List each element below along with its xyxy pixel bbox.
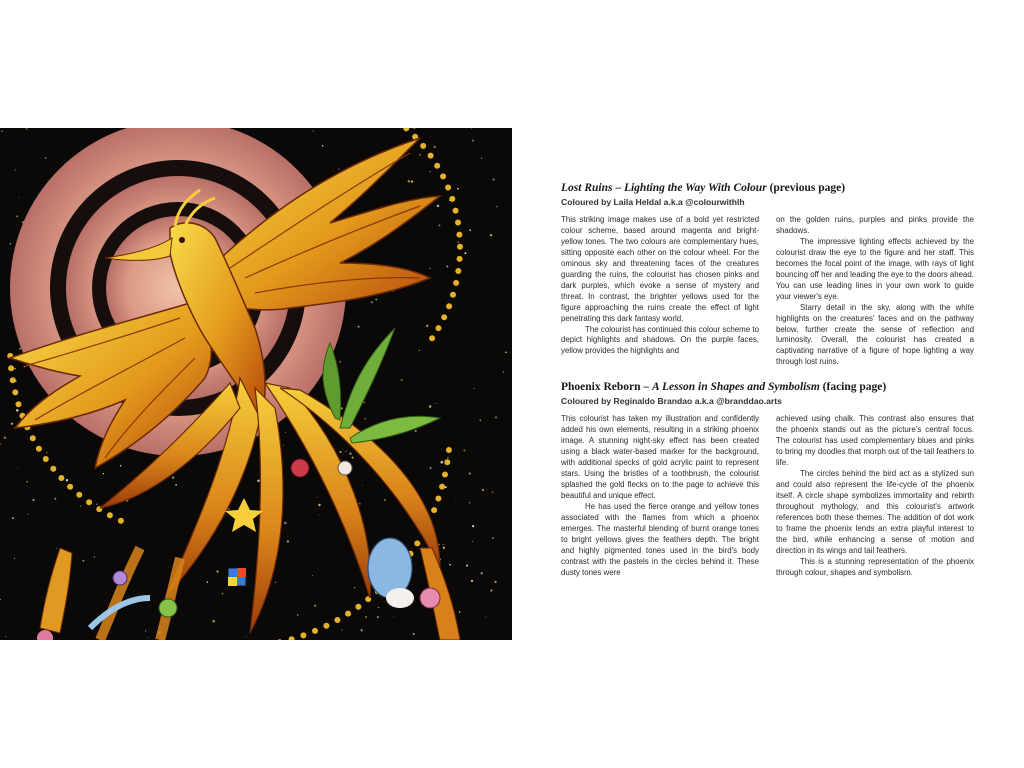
star-speck: [441, 461, 444, 464]
gold-dot: [403, 128, 409, 131]
gold-dot: [441, 314, 447, 320]
paragraph: This colourist has taken my illustration and confidently added his own elements, resulting in a striking phoenix image. A stunning night-sky effect has been created using a black water-based marker for the background, with additional specks of gold acrylic paint to represent stars. Using the bristles of a toothbrush, the colourist splashed the gold flecks on to the page to achieve this beautiful and unique effect.: [561, 414, 759, 501]
star-speck: [455, 501, 456, 502]
star-speck: [338, 168, 340, 170]
title-sub: Lighting the Way With Colour: [623, 182, 767, 194]
star-speck: [283, 445, 284, 446]
paragraph: The circles behind the bird act as a stylized sun and could also represent the life-cycle of the phoenix itself. A circle shape symbolizes immortality and rebirth throughout mythology, and this colourist's artwork references both these themes. The addition of dot work to frame the phoenix lends an extra playful interest to the bird, while enhancing a sense of motion and direction in its wings and tail feathers.: [776, 469, 974, 555]
gold-dot: [355, 604, 361, 610]
star-speck: [26, 481, 28, 483]
star-speck: [434, 146, 436, 148]
star-speck: [485, 616, 486, 617]
gold-dot: [439, 484, 445, 490]
star-speck: [326, 600, 327, 601]
star-speck: [436, 403, 437, 404]
star-speck: [175, 484, 177, 486]
star-speck: [339, 361, 341, 363]
star-speck: [145, 630, 146, 631]
title-main: Phoenix Reborn: [561, 381, 641, 394]
gold-dot: [86, 499, 92, 505]
title-note: (facing page): [819, 381, 887, 394]
star-speck: [430, 467, 432, 469]
star-speck: [341, 629, 342, 630]
gold-dot: [118, 518, 124, 524]
star-speck: [471, 128, 472, 129]
paragraph: This is a stunning representation of the phoenix through colour, shapes and symbolism.: [776, 556, 974, 577]
gold-dot: [345, 611, 351, 617]
star-speck: [505, 351, 507, 353]
phoenix-artwork: [0, 128, 512, 640]
gold-dot: [455, 220, 461, 226]
star-speck: [10, 243, 12, 245]
star-speck: [492, 178, 494, 180]
star-speck: [471, 580, 473, 582]
star-speck: [54, 498, 56, 500]
star-speck: [45, 157, 47, 159]
colourist-credit: Coloured by Reginaldo Brandao a.k.a @branddao.arts: [561, 396, 782, 407]
star-speck: [492, 491, 494, 493]
text-columns: [561, 414, 974, 578]
star-speck: [26, 128, 28, 130]
gold-dot: [457, 244, 463, 250]
star-speck: [322, 145, 324, 147]
star-speck: [413, 128, 415, 129]
star-speck: [349, 452, 351, 454]
star-speck: [494, 581, 496, 583]
gold-dot: [446, 447, 452, 453]
star-speck: [364, 418, 366, 420]
star-speck: [443, 544, 444, 545]
gold-dot: [449, 196, 455, 202]
paragraph: He has used the fierce orange and yellow tones associated with the flames from which a phoenix emerges. The masterful blending of burnt orange tones to bright yellows gives the feathers depth. The bright and highly pigmented tones used in the bird's body contrast with the pastels in the circles behind it. These dusty tones were: [561, 501, 759, 577]
star-speck: [449, 564, 451, 566]
star-speck: [447, 457, 449, 459]
star-speck: [457, 241, 459, 243]
star-speck: [120, 465, 122, 467]
star-speck: [28, 513, 29, 514]
star-speck: [103, 473, 104, 474]
paragraph: Starry detail in the sky, along with the white highlights on the creatures' faces and on the pathway below, further create the sense of reflection and luminosity. Overall, the colourist has created a captivating narrative of a figure of hope lighting a way through lost ruins.: [776, 302, 974, 367]
star-speck: [437, 205, 440, 208]
star-speck: [222, 593, 224, 595]
star-speck: [384, 499, 386, 501]
star-speck: [408, 180, 410, 182]
star-speck: [66, 479, 68, 481]
star-speck: [463, 449, 465, 451]
star-speck: [429, 405, 432, 408]
gold-dot: [453, 208, 459, 214]
star-speck: [393, 616, 394, 617]
gold-dot: [457, 256, 463, 262]
star-speck: [430, 268, 431, 269]
star-speck: [15, 169, 16, 170]
gold-dot: [414, 540, 420, 546]
paragraph: The impressive lighting effects achieved by the colourist draw the eye to the figure and her staff. This becomes the focal point of the image, with rays of light bouncing off her and leading the eye to the doors ahead. You can use leading lines in your own work to guide your viewer's eye.: [776, 236, 974, 301]
star-speck: [401, 379, 403, 381]
gold-dot: [289, 636, 295, 640]
gold-dot: [107, 512, 113, 518]
star-speck: [495, 416, 497, 418]
star-speck: [275, 582, 276, 583]
star-speck: [457, 188, 459, 190]
text-column-right: [776, 414, 974, 578]
star-speck: [94, 556, 95, 557]
star-speck: [480, 572, 483, 575]
star-speck: [96, 503, 98, 505]
gold-dot: [10, 377, 16, 383]
star-speck: [212, 620, 214, 622]
star-speck: [19, 197, 20, 198]
star-speck: [365, 616, 367, 618]
star-speck: [375, 298, 377, 300]
colourist-credit: Coloured by Laila Heldal a.k.a @colourwithlh: [561, 197, 745, 207]
star-speck: [426, 325, 428, 327]
star-speck: [438, 224, 440, 226]
gold-dot: [429, 335, 435, 341]
star-speck: [472, 139, 474, 141]
star-speck: [345, 451, 346, 452]
star-speck: [4, 437, 7, 440]
star-speck: [206, 581, 208, 583]
gold-dot: [50, 466, 56, 472]
star-speck: [415, 430, 417, 432]
star-speck: [490, 589, 492, 591]
star-speck: [172, 476, 174, 478]
title-note: (previous page): [766, 182, 846, 194]
star-speck: [419, 154, 421, 156]
star-speck: [413, 633, 415, 635]
star-speck: [473, 388, 474, 389]
title-sub: A Lesson in Shapes and Symbolism: [652, 381, 820, 394]
star-speck: [12, 517, 14, 519]
star-speck: [257, 480, 260, 483]
star-speck: [284, 522, 287, 525]
star-speck: [11, 423, 13, 425]
text-columns: [561, 215, 974, 368]
title-main: Lost Ruins: [561, 182, 613, 194]
gold-dot: [12, 389, 18, 395]
star-speck: [496, 206, 498, 208]
gold-dot: [30, 435, 36, 441]
star-speck: [19, 348, 21, 350]
phoenix-illustration: [0, 128, 512, 640]
star-speck: [459, 611, 461, 613]
title-dash: –: [640, 381, 653, 394]
star-speck: [466, 565, 468, 567]
gold-dot: [8, 365, 14, 371]
star-speck: [377, 616, 379, 618]
paragraph: The colourist has continued this colour scheme to depict highlights and shadows. On the purple faces, yellow provides the highlights and: [561, 324, 759, 356]
star-speck: [430, 171, 431, 172]
section-lost-ruins: [561, 181, 974, 368]
star-speck: [313, 130, 314, 131]
gold-dot: [453, 280, 459, 286]
star-speck: [285, 432, 286, 433]
star-speck: [33, 499, 35, 501]
star-speck: [371, 301, 373, 303]
gold-dot: [58, 475, 64, 481]
star-speck: [82, 560, 84, 562]
paragraph: on the golden ruins, purples and pinks provide the shadows.: [776, 215, 974, 235]
gold-dot: [440, 173, 446, 179]
gold-dot: [431, 507, 437, 513]
text-column-left: [561, 414, 759, 578]
gold-dot: [450, 292, 456, 298]
gold-dot: [277, 639, 283, 640]
star-speck: [354, 587, 355, 588]
gold-dot: [420, 143, 426, 149]
article-page: [561, 181, 974, 579]
gold-dot: [36, 446, 42, 452]
star-speck: [481, 158, 482, 159]
star-speck: [339, 451, 341, 453]
star-speck: [472, 541, 473, 542]
paragraph: This striking image makes use of a bold yet restricted colour scheme, based around magenta and bright-yellow tones. The two colours are complementary hues, sitting opposite each other on the colour wheel. For the ominous sky and threatening faces of the creatures guarding the ruins, the colourist has chosen pinks and dark purples, which evoke a sense of mystery and threat. In contrast, the brighter yellows used for the figure approaching the ruins create the effect of light penetrating this dark fantasy world.: [561, 215, 759, 323]
star-speck: [316, 497, 317, 498]
gold-dot: [444, 459, 450, 465]
star-speck: [360, 629, 362, 631]
star-speck: [80, 506, 81, 507]
star-speck: [297, 614, 298, 615]
gold-dot: [455, 268, 461, 274]
gold-dot: [436, 325, 442, 331]
gold-dot: [16, 401, 22, 407]
star-speck: [362, 485, 363, 486]
star-speck: [364, 402, 366, 404]
star-speck: [358, 326, 360, 328]
star-speck: [472, 525, 474, 527]
star-speck: [148, 637, 149, 638]
gold-dot: [445, 185, 451, 191]
star-speck: [17, 468, 18, 469]
section-phoenix-reborn: [561, 380, 974, 578]
star-speck: [438, 544, 439, 545]
star-speck: [503, 371, 504, 372]
gold-dot: [434, 163, 440, 169]
star-speck: [16, 215, 18, 217]
star-speck: [469, 473, 471, 475]
text-column-right: [776, 215, 974, 368]
text-column-left: [561, 215, 759, 368]
star-speck: [246, 636, 247, 637]
gold-dot: [43, 456, 49, 462]
star-speck: [16, 409, 18, 411]
star-speck: [0, 599, 1, 600]
star-speck: [492, 537, 494, 539]
star-speck: [318, 504, 320, 506]
star-speck: [469, 229, 471, 231]
star-speck: [287, 540, 289, 542]
gold-dot: [435, 496, 441, 502]
star-speck: [464, 252, 466, 254]
star-speck: [378, 607, 379, 608]
star-speck: [5, 636, 6, 637]
star-speck: [359, 503, 361, 505]
star-speck: [443, 547, 445, 549]
star-speck: [490, 234, 492, 236]
gold-dot: [67, 484, 73, 490]
star-speck: [479, 419, 481, 421]
star-speck: [24, 366, 26, 368]
gold-dot: [300, 632, 306, 638]
star-speck: [446, 265, 448, 267]
star-speck: [0, 443, 1, 444]
star-speck: [352, 457, 354, 459]
star-speck: [312, 575, 313, 576]
star-speck: [14, 558, 15, 559]
section-title: [561, 380, 974, 394]
star-speck: [482, 489, 484, 491]
title-dash: –: [612, 182, 624, 194]
gold-dot: [76, 492, 82, 498]
star-speck: [14, 368, 16, 370]
gold-dot: [446, 303, 452, 309]
gold-dot: [323, 623, 329, 629]
paragraph: achieved using chalk. This contrast also ensures that the phoenix stands out as the picture's central focus. The colourist has used complementary blues and pinks to bring my doodles that morph out of the tail feathers to life.: [776, 414, 974, 468]
star-speck: [411, 180, 413, 182]
gold-dot: [442, 472, 448, 478]
star-speck: [216, 570, 218, 572]
gold-dot: [428, 153, 434, 159]
section-title: [561, 181, 974, 195]
gold-dot: [456, 232, 462, 238]
star-speck: [1, 130, 3, 132]
star-speck: [314, 605, 316, 607]
gold-dot: [312, 628, 318, 634]
gold-dot: [334, 617, 340, 623]
star-speck: [419, 350, 420, 351]
star-speck: [319, 514, 320, 515]
star-speck: [469, 502, 471, 504]
star-speck: [46, 452, 48, 454]
star-speck: [56, 548, 57, 549]
